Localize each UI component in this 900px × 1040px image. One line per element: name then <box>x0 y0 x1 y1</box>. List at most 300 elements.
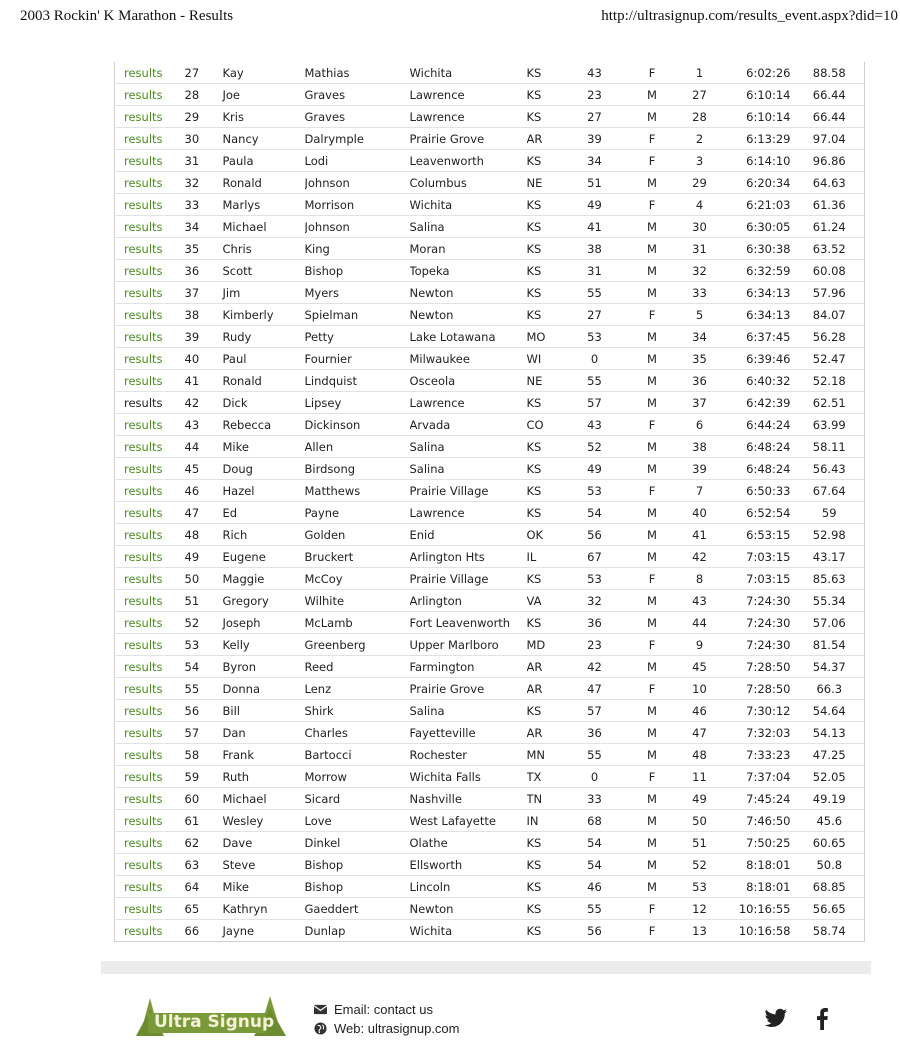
gender-place-cell: 12 <box>680 898 720 920</box>
gender-cell: M <box>625 854 680 876</box>
results-link-cell <box>115 238 181 260</box>
results-link-cell <box>115 150 181 172</box>
gender-place-cell: 47 <box>680 722 720 744</box>
results-link[interactable]: results <box>124 285 163 300</box>
gender-place-cell: 39 <box>680 458 720 480</box>
rank-cell: 60.08 <box>795 260 865 282</box>
first-name-cell: Dick <box>218 392 305 414</box>
place-cell: 43 <box>181 414 218 436</box>
results-link[interactable]: results <box>124 813 163 828</box>
gender-cell: F <box>625 194 680 216</box>
results-link[interactable]: results <box>124 615 163 630</box>
gender-cell: M <box>625 106 680 128</box>
results-link-cell <box>115 898 181 920</box>
city-cell: Lawrence <box>410 502 527 524</box>
city-cell: Nashville <box>410 788 527 810</box>
results-link[interactable]: results <box>124 175 163 190</box>
last-name-cell: Morrow <box>305 766 410 788</box>
results-link-cell <box>115 568 181 590</box>
age-cell: 46 <box>565 876 625 898</box>
last-name-cell: Golden <box>305 524 410 546</box>
time-cell: 6:20:34 <box>720 172 795 194</box>
first-name-cell: Maggie <box>218 568 305 590</box>
rank-cell: 49.19 <box>795 788 865 810</box>
city-cell: Ellsworth <box>410 854 527 876</box>
place-cell: 36 <box>181 260 218 282</box>
city-cell: Prairie Village <box>410 480 527 502</box>
city-cell: Salina <box>410 216 527 238</box>
results-link-cell <box>115 480 181 502</box>
first-name-cell: Steve <box>218 854 305 876</box>
city-cell: Columbus <box>410 172 527 194</box>
gender-place-cell: 46 <box>680 700 720 722</box>
city-cell: Arvada <box>410 414 527 436</box>
time-cell: 8:18:01 <box>720 876 795 898</box>
results-link[interactable]: results <box>124 307 163 322</box>
time-cell: 7:03:15 <box>720 568 795 590</box>
age-cell: 57 <box>565 392 625 414</box>
city-cell: Wichita <box>410 920 527 942</box>
results-link[interactable]: results <box>124 593 163 608</box>
place-cell: 33 <box>181 194 218 216</box>
results-link-cell <box>115 106 181 128</box>
results-link[interactable]: results <box>124 329 163 344</box>
last-name-cell: Sicard <box>305 788 410 810</box>
results-link[interactable]: results <box>124 725 163 740</box>
first-name-cell: Paul <box>218 348 305 370</box>
results-link[interactable]: results <box>124 109 163 124</box>
results-link[interactable]: results <box>124 549 163 564</box>
last-name-cell: Shirk <box>305 700 410 722</box>
table-row <box>115 920 865 942</box>
gender-cell: M <box>625 656 680 678</box>
gender-cell: M <box>625 876 680 898</box>
rank-cell: 52.18 <box>795 370 865 392</box>
first-name-cell: Mike <box>218 876 305 898</box>
time-cell: 7:32:03 <box>720 722 795 744</box>
rank-cell: 56.43 <box>795 458 865 480</box>
rank-cell: 81.54 <box>795 634 865 656</box>
results-link[interactable]: results <box>124 395 163 410</box>
last-name-cell: Fournier <box>305 348 410 370</box>
results-link-cell <box>115 766 181 788</box>
gender-cell: M <box>625 524 680 546</box>
last-name-cell: Bruckert <box>305 546 410 568</box>
last-name-cell: Morrison <box>305 194 410 216</box>
results-link[interactable]: results <box>124 747 163 762</box>
table-row <box>115 634 865 656</box>
state-cell: KS <box>527 854 565 876</box>
first-name-cell: Joe <box>218 84 305 106</box>
first-name-cell: Rudy <box>218 326 305 348</box>
first-name-cell: Eugene <box>218 546 305 568</box>
city-cell: Lincoln <box>410 876 527 898</box>
results-link-cell <box>115 810 181 832</box>
results-link-cell <box>115 304 181 326</box>
last-name-cell: Lipsey <box>305 392 410 414</box>
gender-place-cell: 5 <box>680 304 720 326</box>
results-link[interactable]: results <box>124 373 163 388</box>
first-name-cell: Mike <box>218 436 305 458</box>
place-cell: 30 <box>181 128 218 150</box>
table-row <box>115 502 865 524</box>
results-link-cell <box>115 656 181 678</box>
web-row[interactable] <box>314 1019 460 1038</box>
city-cell: Leavenworth <box>410 150 527 172</box>
state-cell: KS <box>527 106 565 128</box>
rank-cell: 52.47 <box>795 348 865 370</box>
time-cell: 6:37:45 <box>720 326 795 348</box>
twitter-link[interactable] <box>764 1008 788 1032</box>
results-link[interactable]: results <box>124 681 163 696</box>
gender-place-cell: 51 <box>680 832 720 854</box>
results-link[interactable]: results <box>124 351 163 366</box>
gender-place-cell: 44 <box>680 612 720 634</box>
gender-place-cell: 48 <box>680 744 720 766</box>
gender-place-cell: 37 <box>680 392 720 414</box>
gender-cell: M <box>625 370 680 392</box>
age-cell: 23 <box>565 84 625 106</box>
age-cell: 55 <box>565 898 625 920</box>
place-cell: 38 <box>181 304 218 326</box>
state-cell: KS <box>527 502 565 524</box>
results-link[interactable]: results <box>124 923 163 938</box>
gender-cell: F <box>625 150 680 172</box>
table-row <box>115 128 865 150</box>
table-row <box>115 766 865 788</box>
results-link[interactable]: results <box>124 483 163 498</box>
place-cell: 41 <box>181 370 218 392</box>
city-cell: Newton <box>410 304 527 326</box>
time-cell: 6:42:39 <box>720 392 795 414</box>
results-link[interactable]: results <box>124 857 163 872</box>
gender-place-cell: 45 <box>680 656 720 678</box>
place-cell: 53 <box>181 634 218 656</box>
page-url: http://ultrasignup.com/results_event.aspx?did=10 <box>601 8 898 24</box>
last-name-cell: Johnson <box>305 172 410 194</box>
age-cell: 23 <box>565 634 625 656</box>
age-cell: 42 <box>565 656 625 678</box>
first-name-cell: Nancy <box>218 128 305 150</box>
table-row <box>115 106 865 128</box>
gender-cell: F <box>625 568 680 590</box>
rank-cell: 97.04 <box>795 128 865 150</box>
place-cell: 44 <box>181 436 218 458</box>
rank-cell: 96.86 <box>795 150 865 172</box>
first-name-cell: Kelly <box>218 634 305 656</box>
last-name-cell: Wilhite <box>305 590 410 612</box>
email-link[interactable]: Email: contact us <box>334 1002 433 1017</box>
globe-icon <box>314 1022 327 1035</box>
state-cell: IL <box>527 546 565 568</box>
first-name-cell: Bill <box>218 700 305 722</box>
state-cell: KS <box>527 216 565 238</box>
time-cell: 6:34:13 <box>720 282 795 304</box>
city-cell: Milwaukee <box>410 348 527 370</box>
city-cell: Rochester <box>410 744 527 766</box>
last-name-cell: King <box>305 238 410 260</box>
city-cell: Arlington <box>410 590 527 612</box>
table-row <box>115 678 865 700</box>
age-cell: 51 <box>565 172 625 194</box>
rank-cell: 67.64 <box>795 480 865 502</box>
time-cell: 7:24:30 <box>720 634 795 656</box>
city-cell: Lawrence <box>410 84 527 106</box>
age-cell: 55 <box>565 744 625 766</box>
state-cell: KS <box>527 62 565 84</box>
gender-cell: M <box>625 612 680 634</box>
place-cell: 60 <box>181 788 218 810</box>
age-cell: 52 <box>565 436 625 458</box>
last-name-cell: Lindquist <box>305 370 410 392</box>
time-cell: 6:21:03 <box>720 194 795 216</box>
state-cell: NE <box>527 370 565 392</box>
results-link[interactable]: results <box>124 637 163 652</box>
time-cell: 7:24:30 <box>720 612 795 634</box>
facebook-link[interactable] <box>815 1008 829 1034</box>
results-link[interactable]: results <box>124 879 163 894</box>
results-link[interactable]: results <box>124 901 163 916</box>
last-name-cell: Dickinson <box>305 414 410 436</box>
place-cell: 28 <box>181 84 218 106</box>
state-cell: KS <box>527 898 565 920</box>
rank-cell: 66.44 <box>795 84 865 106</box>
first-name-cell: Jim <box>218 282 305 304</box>
first-name-cell: Michael <box>218 788 305 810</box>
gender-cell: F <box>625 304 680 326</box>
time-cell: 6:53:15 <box>720 524 795 546</box>
city-cell: Prairie Grove <box>410 678 527 700</box>
results-link[interactable]: results <box>124 769 163 784</box>
city-cell: Wichita Falls <box>410 766 527 788</box>
table-row <box>115 194 865 216</box>
first-name-cell: Rich <box>218 524 305 546</box>
state-cell: WI <box>527 348 565 370</box>
age-cell: 39 <box>565 128 625 150</box>
rank-cell: 63.99 <box>795 414 865 436</box>
table-row <box>115 326 865 348</box>
table-row <box>115 876 865 898</box>
results-link[interactable]: results <box>124 219 163 234</box>
table-row <box>115 546 865 568</box>
city-cell: Wichita <box>410 62 527 84</box>
email-row[interactable] <box>314 1000 460 1019</box>
age-cell: 54 <box>565 832 625 854</box>
last-name-cell: Charles <box>305 722 410 744</box>
gender-place-cell: 49 <box>680 788 720 810</box>
age-cell: 53 <box>565 480 625 502</box>
results-link-cell <box>115 920 181 942</box>
results-link[interactable]: results <box>124 703 163 718</box>
table-row <box>115 84 865 106</box>
city-cell: Salina <box>410 700 527 722</box>
city-cell: Fort Leavenworth <box>410 612 527 634</box>
gender-cell: M <box>625 172 680 194</box>
first-name-cell: Kay <box>218 62 305 84</box>
state-cell: KS <box>527 458 565 480</box>
city-cell: Arlington Hts <box>410 546 527 568</box>
table-row <box>115 612 865 634</box>
results-link-cell <box>115 216 181 238</box>
gender-place-cell: 31 <box>680 238 720 260</box>
gender-cell: F <box>625 128 680 150</box>
state-cell: AR <box>527 722 565 744</box>
city-cell: Prairie Grove <box>410 128 527 150</box>
table-row <box>115 282 865 304</box>
gender-place-cell: 52 <box>680 854 720 876</box>
city-cell: Lake Lotawana <box>410 326 527 348</box>
rank-cell: 56.28 <box>795 326 865 348</box>
place-cell: 66 <box>181 920 218 942</box>
age-cell: 53 <box>565 568 625 590</box>
age-cell: 36 <box>565 612 625 634</box>
first-name-cell: Kimberly <box>218 304 305 326</box>
age-cell: 38 <box>565 238 625 260</box>
results-link[interactable]: results <box>124 65 163 80</box>
state-cell: KS <box>527 436 565 458</box>
first-name-cell: Donna <box>218 678 305 700</box>
age-cell: 53 <box>565 326 625 348</box>
first-name-cell: Marlys <box>218 194 305 216</box>
rank-cell: 52.98 <box>795 524 865 546</box>
place-cell: 37 <box>181 282 218 304</box>
gender-cell: M <box>625 326 680 348</box>
results-link-cell <box>115 370 181 392</box>
results-link-cell <box>115 612 181 634</box>
gender-cell: F <box>625 480 680 502</box>
results-link-cell <box>115 282 181 304</box>
city-cell: Lawrence <box>410 106 527 128</box>
gender-place-cell: 11 <box>680 766 720 788</box>
results-link-cell <box>115 700 181 722</box>
gender-place-cell: 6 <box>680 414 720 436</box>
results-link[interactable]: results <box>124 571 163 586</box>
place-cell: 49 <box>181 546 218 568</box>
rank-cell: 66.3 <box>795 678 865 700</box>
gender-cell: F <box>625 414 680 436</box>
last-name-cell: McLamb <box>305 612 410 634</box>
gender-cell: M <box>625 84 680 106</box>
rank-cell: 57.06 <box>795 612 865 634</box>
gender-place-cell: 28 <box>680 106 720 128</box>
place-cell: 54 <box>181 656 218 678</box>
last-name-cell: Bartocci <box>305 744 410 766</box>
time-cell: 7:46:50 <box>720 810 795 832</box>
results-link[interactable]: results <box>124 527 163 542</box>
city-cell: Newton <box>410 282 527 304</box>
gender-cell: M <box>625 502 680 524</box>
gender-place-cell: 7 <box>680 480 720 502</box>
age-cell: 0 <box>565 348 625 370</box>
results-link[interactable]: results <box>124 153 163 168</box>
gender-place-cell: 29 <box>680 172 720 194</box>
table-row <box>115 744 865 766</box>
results-body <box>115 62 865 942</box>
gender-place-cell: 34 <box>680 326 720 348</box>
state-cell: KS <box>527 480 565 502</box>
results-link[interactable]: results <box>124 197 163 212</box>
rank-cell: 58.74 <box>795 920 865 942</box>
time-cell: 6:50:33 <box>720 480 795 502</box>
results-link[interactable]: results <box>124 417 163 432</box>
results-link-cell <box>115 744 181 766</box>
results-link[interactable]: results <box>124 439 163 454</box>
results-link[interactable]: results <box>124 461 163 476</box>
results-link[interactable]: results <box>124 131 163 146</box>
results-link[interactable]: results <box>124 835 163 850</box>
results-link-cell <box>115 84 181 106</box>
place-cell: 51 <box>181 590 218 612</box>
first-name-cell: Doug <box>218 458 305 480</box>
table-row <box>115 788 865 810</box>
time-cell: 6:10:14 <box>720 84 795 106</box>
age-cell: 68 <box>565 810 625 832</box>
time-cell: 7:24:30 <box>720 590 795 612</box>
rank-cell: 54.64 <box>795 700 865 722</box>
first-name-cell: Ronald <box>218 172 305 194</box>
results-link-cell <box>115 128 181 150</box>
state-cell: KS <box>527 392 565 414</box>
first-name-cell: Chris <box>218 238 305 260</box>
table-row <box>115 150 865 172</box>
first-name-cell: Kris <box>218 106 305 128</box>
twitter-icon <box>764 1008 788 1028</box>
state-cell: MO <box>527 326 565 348</box>
place-cell: 61 <box>181 810 218 832</box>
gender-cell: M <box>625 810 680 832</box>
gender-place-cell: 8 <box>680 568 720 590</box>
city-cell: Salina <box>410 458 527 480</box>
last-name-cell: Gaeddert <box>305 898 410 920</box>
results-link[interactable]: results <box>124 241 163 256</box>
results-link-cell <box>115 260 181 282</box>
web-link[interactable]: Web: ultrasignup.com <box>334 1021 460 1036</box>
last-name-cell: Dinkel <box>305 832 410 854</box>
results-link[interactable]: results <box>124 87 163 102</box>
first-name-cell: Byron <box>218 656 305 678</box>
results-link[interactable]: results <box>124 263 163 278</box>
first-name-cell: Frank <box>218 744 305 766</box>
first-name-cell: Rebecca <box>218 414 305 436</box>
gender-cell: M <box>625 238 680 260</box>
last-name-cell: Bishop <box>305 260 410 282</box>
time-cell: 6:14:10 <box>720 150 795 172</box>
gender-cell: M <box>625 348 680 370</box>
state-cell: MD <box>527 634 565 656</box>
place-cell: 57 <box>181 722 218 744</box>
time-cell: 6:40:32 <box>720 370 795 392</box>
time-cell: 6:32:59 <box>720 260 795 282</box>
results-link[interactable]: results <box>124 505 163 520</box>
gender-cell: M <box>625 744 680 766</box>
gender-place-cell: 41 <box>680 524 720 546</box>
last-name-cell: Greenberg <box>305 634 410 656</box>
state-cell: KS <box>527 84 565 106</box>
place-cell: 65 <box>181 898 218 920</box>
page-title: 2003 Rockin' K Marathon - Results <box>20 8 234 24</box>
ultrasignup-logo[interactable] <box>130 996 288 1036</box>
results-link[interactable]: results <box>124 659 163 674</box>
rank-cell: 63.52 <box>795 238 865 260</box>
results-link[interactable]: results <box>124 791 163 806</box>
results-link-cell <box>115 414 181 436</box>
gender-place-cell: 50 <box>680 810 720 832</box>
state-cell: OK <box>527 524 565 546</box>
place-cell: 58 <box>181 744 218 766</box>
table-row <box>115 524 865 546</box>
results-link-cell <box>115 832 181 854</box>
rank-cell: 85.63 <box>795 568 865 590</box>
